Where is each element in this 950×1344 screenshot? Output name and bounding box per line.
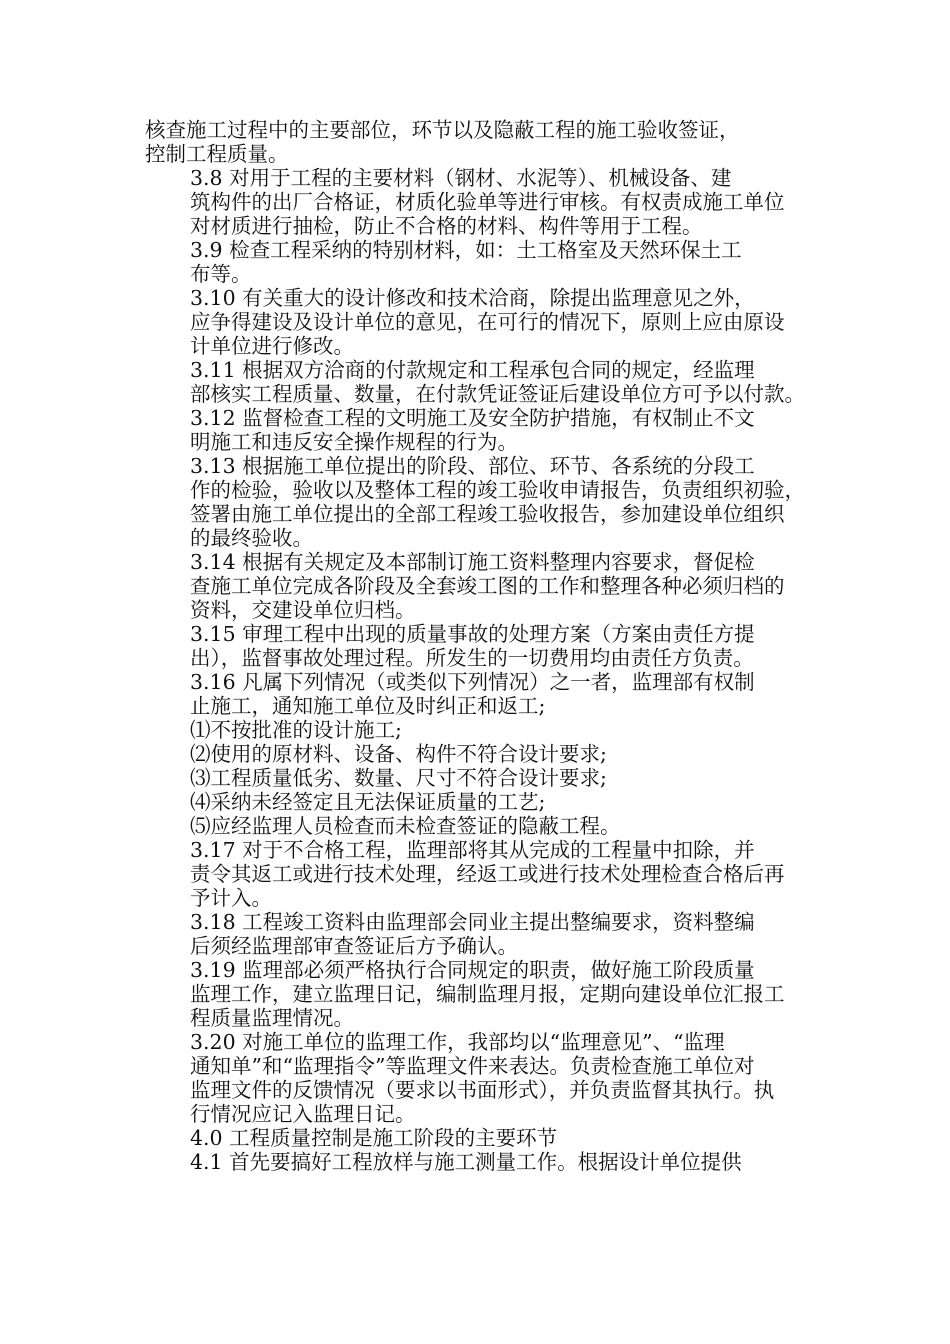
paragraph bbox=[145, 742, 813, 766]
text-line: ⑷采纳未经签定且无法保证质量的工艺; bbox=[190, 790, 546, 814]
text-line: 3.11 根据双方洽商的付款规定和工程承包合同的规定，经监理 bbox=[190, 358, 755, 382]
text-line: 作的检验，验收以及整体工程的竣工验收申请报告，负责组织初验， bbox=[190, 478, 805, 502]
text-line: ⑵使用的原材料、设备、构件不符合设计要求; bbox=[190, 742, 607, 766]
text-line: 通知单”和“监理指令”等监理文件来表达。负责检查施工单位对 bbox=[190, 1054, 755, 1078]
text-line: ⑶工程质量低劣、数量、尺寸不符合设计要求; bbox=[190, 766, 607, 790]
text-line: 核查施工过程中的主要部位，环节以及隐蔽工程的施工验收签证， bbox=[145, 118, 740, 142]
text-line: 4.0 工程质量控制是施工阶段的主要环节 bbox=[190, 1126, 558, 1150]
paragraph bbox=[145, 550, 813, 622]
text-line: 筑构件的出厂合格证，材质化验单等进行审核。有权责成施工单位 bbox=[190, 190, 785, 214]
paragraph bbox=[145, 814, 813, 838]
text-line: 的最终验收。 bbox=[190, 526, 313, 550]
paragraph bbox=[145, 838, 813, 910]
text-line: 签署由施工单位提出的全部工程竣工验收报告，参加建设单位组织 bbox=[190, 502, 785, 526]
text-line: 责令其返工或进行技术处理，经返工或进行技术处理检查合格后再 bbox=[190, 862, 785, 886]
text-line: 后须经监理部审查签证后方予确认。 bbox=[190, 934, 518, 958]
paragraph bbox=[145, 166, 813, 238]
text-line: 3.9 检查工程采纳的特别材料，如：土工格室及天然环保土工 bbox=[190, 238, 742, 262]
text-line: 行情况应记入监理日记。 bbox=[190, 1102, 416, 1126]
paragraph bbox=[145, 790, 813, 814]
text-line: 明施工和违反安全操作规程的行为。 bbox=[190, 430, 518, 454]
paragraph bbox=[145, 1126, 813, 1150]
text-line: 部核实工程质量、数量，在付款凭证签证后建设单位方可予以付款。 bbox=[190, 382, 805, 406]
text-line: 止施工，通知施工单位及时纠正和返工; bbox=[190, 694, 546, 718]
text-line: 控制工程质量。 bbox=[145, 142, 289, 166]
text-line: 监理工作，建立监理日记，编制监理月报，定期向建设单位汇报工 bbox=[190, 982, 785, 1006]
text-line: 计单位进行修改。 bbox=[190, 334, 354, 358]
paragraph bbox=[145, 286, 813, 358]
text-line: 3.10 有关重大的设计修改和技术洽商，除提出监理意见之外， bbox=[190, 286, 755, 310]
paragraph bbox=[145, 238, 813, 286]
paragraph bbox=[145, 1150, 813, 1174]
text-line: 3.13 根据施工单位提出的阶段、部位、环节、各系统的分段工 bbox=[190, 454, 755, 478]
paragraph bbox=[145, 718, 813, 742]
text-line: 对材质进行抽检，防止不合格的材料、构件等用于工程。 bbox=[190, 214, 703, 238]
text-line: 3.18 工程竣工资料由监理部会同业主提出整编要求，资料整编 bbox=[190, 910, 755, 934]
text-line: 3.20 对施工单位的监理工作，我部均以“监理意见”、“监理 bbox=[190, 1030, 725, 1054]
paragraph bbox=[145, 1030, 813, 1126]
text-line: 资料，交建设单位归档。 bbox=[190, 598, 416, 622]
text-line: 程质量监理情况。 bbox=[190, 1006, 354, 1030]
text-line: 3.17 对于不合格工程，监理部将其从完成的工程量中扣除，并 bbox=[190, 838, 755, 862]
text-line: 3.19 监理部必须严格执行合同规定的职责，做好施工阶段质量 bbox=[190, 958, 755, 982]
text-line: 3.16 凡属下列情况（或类似下列情况）之一者，监理部有权制 bbox=[190, 670, 755, 694]
text-line: 应争得建设及设计单位的意见，在可行的情况下，原则上应由原设 bbox=[190, 310, 785, 334]
text-line: ⑸应经监理人员检查而未检查签证的隐蔽工程。 bbox=[190, 814, 621, 838]
text-line: 3.8 对用于工程的主要材料（钢材、水泥等）、机械设备、建 bbox=[190, 166, 732, 190]
text-line: 出），监督事故处理过程。所发生的一切费用均由责任方负责。 bbox=[190, 646, 754, 670]
paragraph bbox=[145, 406, 813, 454]
paragraph bbox=[145, 118, 813, 166]
text-line: 布等。 bbox=[190, 262, 252, 286]
text-line: ⑴不按批准的设计施工; bbox=[190, 718, 402, 742]
paragraph bbox=[145, 454, 813, 550]
paragraph bbox=[145, 766, 813, 790]
text-line: 3.15 审理工程中出现的质量事故的处理方案（方案由责任方提 bbox=[190, 622, 755, 646]
paragraph bbox=[145, 958, 813, 1030]
paragraph bbox=[145, 622, 813, 670]
paragraph bbox=[145, 910, 813, 958]
text-line: 3.12 监督检查工程的文明施工及安全防护措施，有权制止不文 bbox=[190, 406, 755, 430]
text-line: 3.14 根据有关规定及本部制订施工资料整理内容要求，督促检 bbox=[190, 550, 755, 574]
text-line: 4.1 首先要搞好工程放样与施工测量工作。根据设计单位提供 bbox=[190, 1150, 742, 1174]
paragraph bbox=[145, 358, 813, 406]
text-line: 查施工单位完成各阶段及全套竣工图的工作和整理各种必须归档的 bbox=[190, 574, 785, 598]
paragraph bbox=[145, 670, 813, 718]
text-line: 监理文件的反馈情况（要求以书面形式），并负责监督其执行。执 bbox=[190, 1078, 775, 1102]
document-body bbox=[145, 118, 813, 1174]
text-line: 予计入。 bbox=[190, 886, 272, 910]
